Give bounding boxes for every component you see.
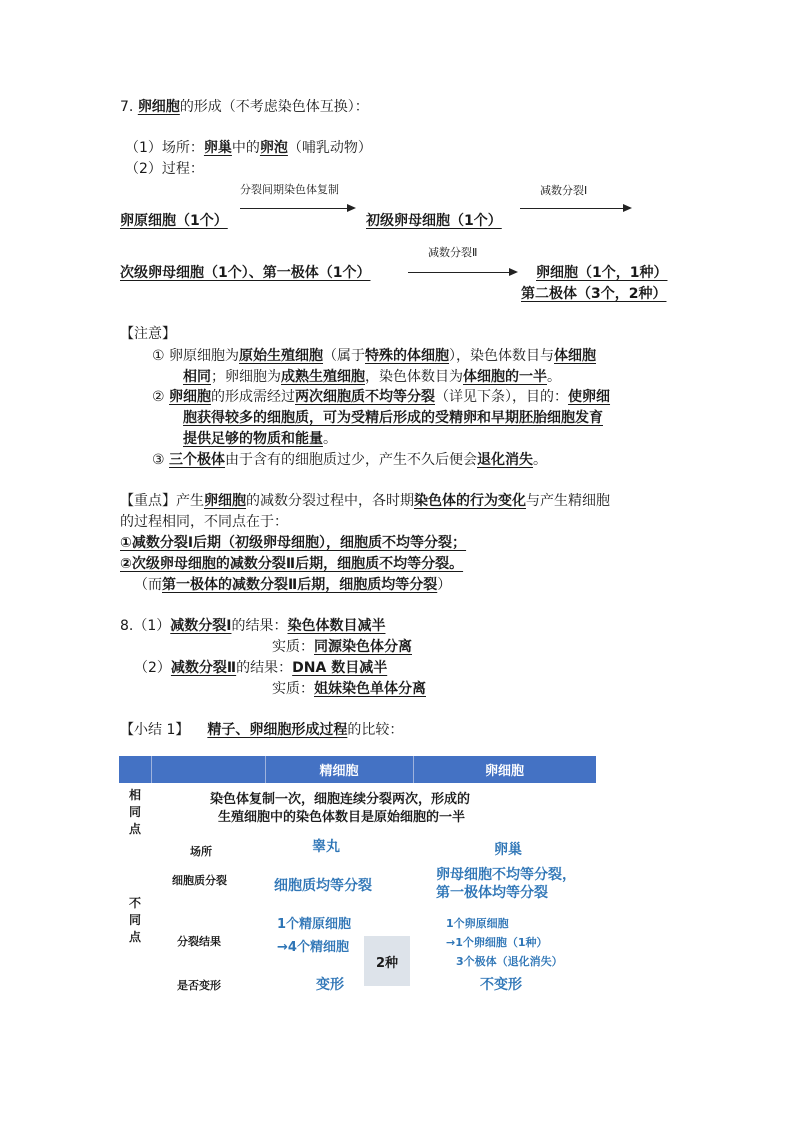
note-1-line-1 [152,349,596,363]
sperm-result-line-1: 1个精原细胞 [277,917,352,932]
row-label-location: 场所 [190,845,212,858]
text: 与产生精细胞 [526,493,610,509]
keyword: 体细胞 [554,348,597,364]
egg-location: 卵巢 [494,842,522,858]
egg-cytoplasm-line-2: 第一极体均等分裂 [436,885,548,901]
row-label-deformation: 是否变形 [177,979,221,992]
s8-line-1 [120,619,385,633]
keyword: DNA 数目减半 [292,660,388,676]
keyword: 提供足够的物质和能量 [183,431,323,447]
keyword: 三个极体 [169,452,226,468]
s8-line-4 [272,682,426,696]
text: 8.（1） [120,618,171,634]
s8-line-3 [134,661,387,675]
arrow-label-meiosis2: 减数分裂Ⅱ [428,246,478,259]
keyword: 退化消失 [477,452,534,468]
text: 的结果： [236,660,293,676]
same-text-line-1: 染色体复制一次，细胞连续分裂两次，形成的 [210,792,471,807]
location-line [125,141,372,155]
title-text: 的形成（不考虑染色体互换）： [179,99,369,115]
text: （2） [134,660,171,676]
note-2-line-3 [183,432,337,446]
keyword: 减数分裂Ⅰ [170,618,232,634]
keyword: 相同 [183,369,211,385]
key-line-3: ①减数分裂Ⅰ后期（初级卵母细胞），细胞质不均等分裂； [120,535,467,551]
text: 。 [323,431,337,447]
diff-label: 不 同 点 [128,896,141,944]
keyword: 染色体的行为变化 [414,493,526,509]
keyword: 特殊的体细胞 [365,348,450,364]
keyword: 卵泡 [259,140,288,156]
key-line-4: ②次级卵母细胞的减数分裂Ⅱ后期，细胞质不均等分裂。 [120,556,464,572]
keyword: 原始生殖细胞 [239,348,324,364]
text: （属于 [323,348,366,364]
note-1-line-2 [183,370,561,384]
cell-egg: 卵细胞（1个，1种） [536,265,668,281]
key-line-1 [120,494,610,508]
keyword: 卵细胞 [137,99,180,115]
sperm-deformation: 变形 [316,977,344,993]
text: ），染色体数目与 [449,348,555,364]
keyword: 成熟生殖细胞 [281,369,365,385]
egg-deformation: 不变形 [480,977,522,993]
egg-cytoplasm-line-1: 卵母细胞不均等分裂， [436,867,576,883]
keyword: 两次细胞质不均等分裂 [295,389,436,405]
text: 的形成需经过 [211,389,296,405]
keyword: 姐妹染色单体分离 [314,681,426,697]
text: ③ [152,452,170,468]
note-3 [152,453,547,467]
section7-title [120,100,369,114]
keyword: 卵巢 [203,140,232,156]
text: ，染色体数目为 [365,369,463,385]
egg-result-line-1: 1个卵原细胞 [446,917,509,930]
arrow-label-meiosis1: 减数分裂Ⅰ [540,184,588,197]
keyword: 使卵细 [568,389,611,405]
keyword: 同源染色体分离 [314,639,412,655]
text: 的比较： [347,722,404,738]
sperm-location: 睾丸 [312,839,340,855]
same-label: 相 同 点 [128,788,141,836]
keyword: 卵细胞 [169,389,212,405]
cell-primary-oocyte: 初级卵母细胞（1个） [366,213,502,229]
text: 实质： [272,639,314,655]
label: （1）场所： [125,140,204,156]
text: 由于含有的细胞质过少，产生不久后便会 [225,452,478,468]
arrow-right-icon [520,208,630,209]
text: （详见下条），目的： [435,389,569,405]
arrow-label-interphase: 分裂间期染色体复制 [240,183,339,196]
cell-oogonium: 卵原细胞（1个） [120,213,228,229]
section-number: 7. [120,99,138,115]
cell-second-polar-body: 第二极体（3个，2种） [521,286,667,302]
note-title: 【注意】 [120,326,176,342]
arrow-right-icon [408,272,516,273]
egg-result-line-2: →1个卵细胞（1种） [446,936,548,949]
sperm-result-line-2: →4个精细胞 [277,940,349,955]
text: ① 卵原细胞为 [152,348,240,364]
summary-title [120,723,403,737]
process-label: （2）过程： [125,161,204,177]
sperm-cytoplasm: 细胞质均等分裂 [274,878,372,894]
tag: 【小结 1】 [120,722,190,738]
text: ） [437,577,452,593]
cell-secondary-oocyte: 次级卵母细胞（1个）、第一极体（1个） [120,265,371,281]
keyword: 体细胞的一半 [463,369,547,385]
text: 【重点】产生 [120,493,204,509]
egg-result-line-3: 3个极体（退化消失） [456,955,563,968]
types-count-box: 2种 [364,936,410,986]
note-2-line-1 [152,390,610,404]
text: ② [152,389,170,405]
header-egg: 卵细胞 [484,764,524,779]
keyword: 卵细胞 [204,493,246,509]
text: （哺乳动物） [287,140,372,156]
keyword: 第一极体的减数分裂Ⅱ后期，细胞质均等分裂 [162,577,438,593]
s8-line-2 [272,640,412,654]
key-line-5 [134,578,451,592]
text: 的减数分裂过程中，各时期 [246,493,414,509]
text: 。 [533,452,548,468]
text: 。 [547,369,561,385]
text: 实质： [272,681,314,697]
keyword: 染色体数目减半 [287,618,386,634]
arrow-right-icon [240,208,354,209]
keyword: 精子、卵细胞形成过程 [207,722,348,738]
row-label-result: 分裂结果 [177,935,221,948]
note-2-line-2: 胞获得较多的细胞质，可为受精后形成的受精卵和早期胚胎细胞发育 [183,410,603,426]
row-label-cytoplasm: 细胞质分裂 [172,874,227,887]
text: ；卵细胞为 [211,369,281,385]
key-line-2: 的过程相同，不同点在于： [120,514,288,530]
text: 中的 [231,140,260,156]
keyword: 减数分裂Ⅱ [170,660,237,676]
header-divider [151,756,152,783]
header-sperm: 精细胞 [319,764,359,779]
text: （而 [134,577,162,593]
text: 的结果： [231,618,288,634]
same-text-line-2: 生殖细胞中的染色体数目是原始细胞的一半 [218,810,466,825]
